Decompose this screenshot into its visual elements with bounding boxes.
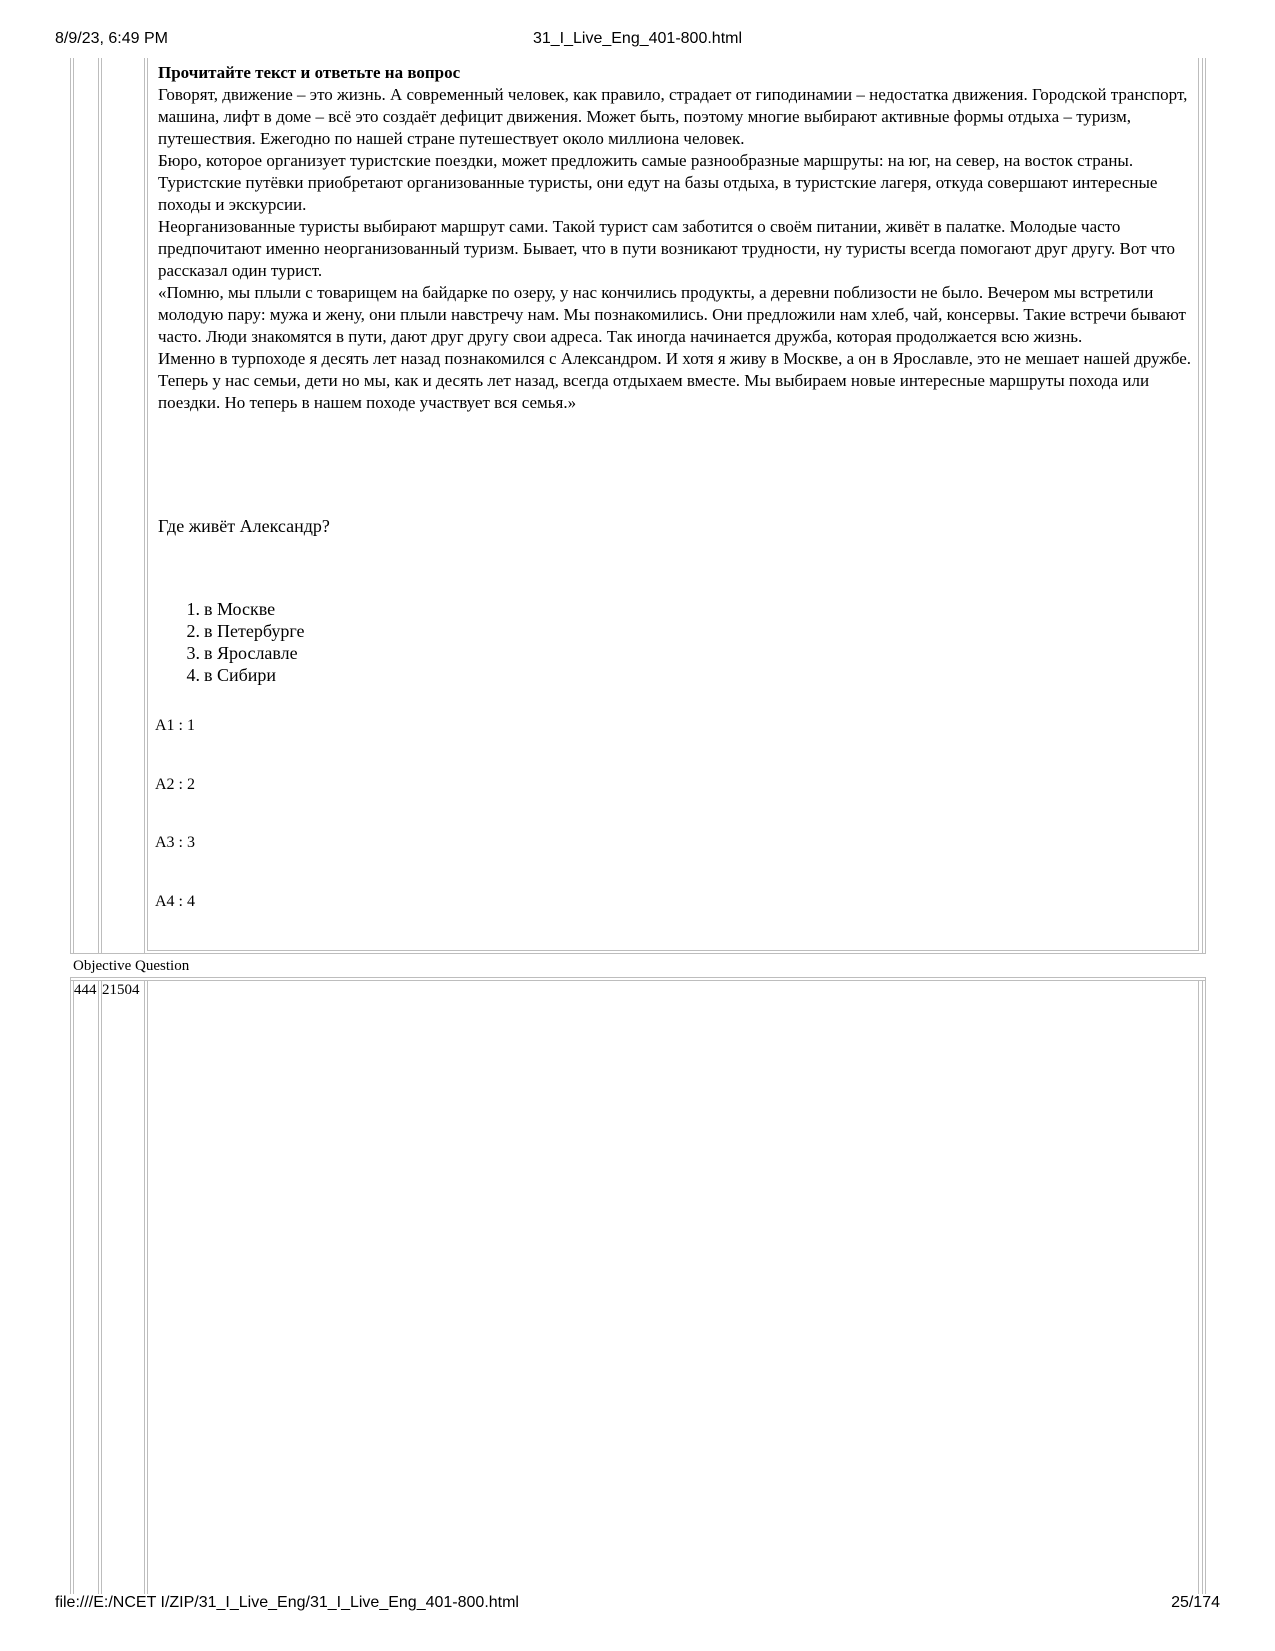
row-separator <box>70 977 1206 978</box>
print-header <box>0 30 1275 52</box>
file-path: file:///E:/NCET I/ZIP/31_I_Live_Eng/31_I_Live_Eng_401-800.html <box>55 1594 519 1611</box>
question-text: Где живёт Александр? <box>158 516 330 536</box>
passage-paragraph: Бюро, которое организует туристские поездки, может предложить самые разнообразные маршруты: на юг, на север, на восток страны. Туристские путёвки приобретают организованные туристы, они едут на базы отдыха, в туристские лагеря, откуда совершают интересные походы и экскурсии. <box>158 151 1158 214</box>
table-border <box>98 58 99 953</box>
passage-paragraph: Говорят, движение – это жизнь. А современный человек, как правило, страдает от гиподинамии – недостатка движения. Городской транспорт, машина, лифт в доме – всё это создаёт дефицит движения. Может быть, поэтому многие выбирают активные формы отдыха – туризм, путешествия. Ежегодно по нашей стране путешествует около миллиона человек. <box>158 85 1188 148</box>
section-label: Objective Question <box>73 958 190 974</box>
option-item <box>181 642 304 664</box>
row-separator <box>70 953 1206 954</box>
row-number: 444 <box>74 982 97 998</box>
table-border <box>73 980 74 1594</box>
table-border <box>1202 980 1203 1594</box>
cell-bottom-border <box>147 950 1199 951</box>
table-border <box>147 980 148 1594</box>
table-border <box>144 58 145 953</box>
table-border <box>101 58 102 953</box>
table-border <box>1202 58 1203 953</box>
passage-heading: Прочитайте текст и ответьте на вопрос <box>158 63 461 82</box>
option-number: 4. <box>186 665 200 685</box>
page-number: 25/174 <box>1171 1594 1220 1611</box>
table-border <box>147 58 148 951</box>
table-border <box>70 977 71 1594</box>
table-border <box>1198 58 1199 951</box>
table-border <box>70 58 71 953</box>
table-border <box>98 980 99 1594</box>
passage-paragraph: Неорганизованные туристы выбирают маршрут сами. Такой турист сам заботится о своём питании, живёт в палатке. Молодые часто предпочитают именно неорганизованный туризм. Бывает, что в пути возникают трудности, ну туристы всегда помогают друг другу. Вот что рассказал один турист. <box>158 217 1176 280</box>
question-id: 21504 <box>102 982 140 998</box>
option-item <box>181 620 304 642</box>
table-border <box>144 980 145 1594</box>
passage-paragraph: «Помню, мы плыли с товарищем на байдарке по озеру, у нас кончились продукты, а деревни поблизости не было. Вечером мы встретили молодую пару: мужа и жену, они плыли навстречу нам. Мы познакомились. Они предложили нам хлеб, чай, консервы. Такие встречи бывают часто. Люди знакомятся в пути, дают друг другу свои адреса. Так иногда начинается дружба, которая продолжается всю жизнь. <box>158 283 1186 346</box>
cell-top-border <box>147 980 1199 981</box>
option-text: в Москве <box>204 599 276 619</box>
table-border <box>1198 980 1199 1594</box>
option-item <box>181 598 304 620</box>
option-text: в Ярославле <box>204 643 298 663</box>
table-border <box>101 980 102 1594</box>
print-footer <box>0 1594 1275 1616</box>
table-border <box>1205 977 1206 1594</box>
print-document-title: 31_I_Live_Eng_401-800.html <box>532 30 743 47</box>
answer-key: A1 : 1 <box>155 717 195 734</box>
table-border <box>1205 58 1206 953</box>
table-border <box>73 58 74 953</box>
passage-paragraph: Именно в турпоходе я десять лет назад познакомился с Александром. И хотя я живу в Москве, а он в Ярославле, это не мешает нашей дружбе. Теперь у нас семьи, дети но мы, как и десять лет назад, всегда отдыхаем вместе. Мы выбираем новые интересные маршруты похода или поездки. Но теперь в нашем походе участвует вся семья.» <box>158 349 1192 412</box>
reading-passage <box>158 62 1198 414</box>
option-text: в Сибири <box>204 665 277 685</box>
option-number: 1. <box>186 599 200 619</box>
answer-options <box>158 598 304 686</box>
answer-key: A3 : 3 <box>155 834 195 851</box>
option-number: 3. <box>186 643 200 663</box>
option-text: в Петербурге <box>204 621 305 641</box>
answer-key: A4 : 4 <box>155 893 195 910</box>
print-datetime: 8/9/23, 6:49 PM <box>55 30 168 47</box>
option-number: 2. <box>186 621 200 641</box>
option-item <box>181 664 304 686</box>
answer-key: A2 : 2 <box>155 776 195 793</box>
